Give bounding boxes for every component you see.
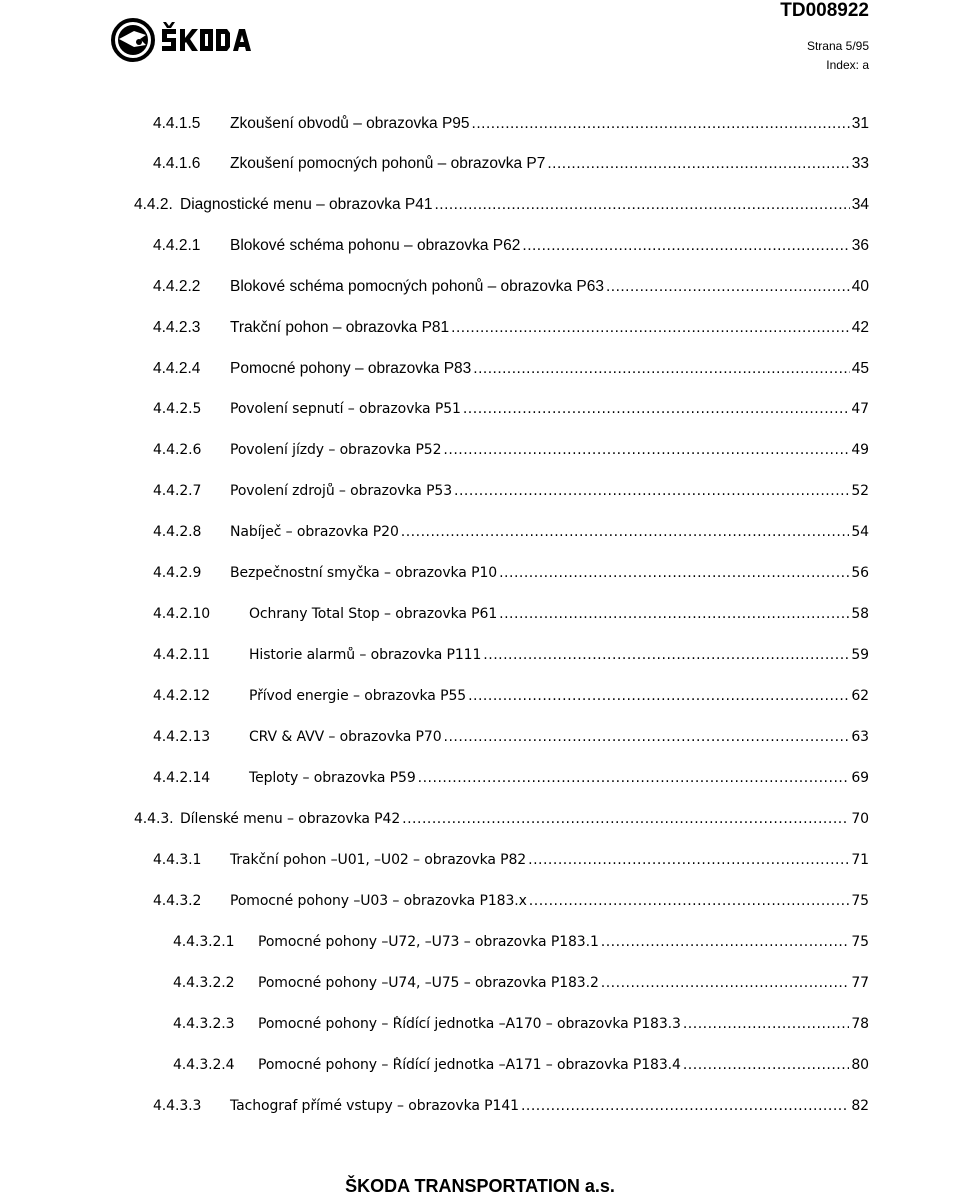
toc-entry-title: Pomocné pohony – Řídící jednotka –A170 – obrazovka P183.3 (258, 1016, 681, 1032)
toc-entry[interactable] (134, 811, 869, 833)
toc-entry[interactable] (153, 401, 869, 423)
toc-entry[interactable] (153, 647, 869, 669)
toc-leader-dots (601, 975, 850, 991)
toc-entry-page: 40 (851, 278, 869, 295)
toc-leader-dots (402, 811, 849, 827)
toc-leader-dots (683, 1057, 850, 1073)
toc-entry-number: 4.4.3.2 (153, 893, 202, 909)
toc-entry-number: 4.4.3.2.1 (173, 934, 235, 950)
toc-leader-dots (401, 524, 850, 540)
toc-leader-dots (444, 729, 850, 745)
toc-entry-number: 4.4.2.14 (153, 770, 211, 786)
toc-entry[interactable] (153, 852, 869, 874)
toc-entry-number: 4.4.3.3 (153, 1098, 202, 1114)
toc-entry-title: Blokové schéma pomocných pohonů – obrazovka P63 (230, 278, 604, 295)
toc-entry-page: 42 (851, 319, 869, 336)
index-label: Index: a (826, 58, 869, 72)
toc-leader-dots (418, 770, 850, 786)
toc-entry-title: Pomocné pohony – Řídící jednotka –A171 – obrazovka P183.4 (258, 1057, 681, 1073)
toc-entry-title: CRV & AVV – obrazovka P70 (249, 729, 442, 745)
toc-entry[interactable] (134, 196, 869, 218)
toc-entry-page: 59 (851, 647, 869, 663)
toc-entry-number: 4.4.2.12 (153, 688, 211, 704)
toc-entry[interactable] (153, 319, 869, 341)
toc-entry-page: 62 (851, 688, 869, 704)
toc-entry-number: 4.4.3. (134, 811, 174, 827)
toc-entry-title: Bezpečnostní smyčka – obrazovka P10 (230, 565, 498, 581)
toc-entry[interactable] (153, 524, 869, 546)
toc-entry-title: Tachograf přímé vstupy – obrazovka P141 (230, 1098, 519, 1114)
toc-entry-title: Teploty – obrazovka P59 (249, 770, 416, 786)
document-id: TD008922 (780, 0, 869, 21)
toc-entry-page: 47 (851, 401, 869, 417)
toc-leader-dots (443, 442, 849, 458)
toc-entry[interactable] (153, 278, 869, 300)
toc-entry[interactable] (153, 155, 869, 177)
toc-entry-number: 4.4.2.1 (153, 237, 201, 254)
toc-entry[interactable] (153, 565, 869, 587)
toc-entry-number: 4.4.2.13 (153, 729, 211, 745)
toc-entry-number: 4.4.2.6 (153, 442, 202, 458)
toc-leader-dots (499, 606, 849, 622)
toc-entry-page: 75 (851, 893, 869, 909)
toc-entry[interactable] (153, 688, 869, 710)
toc-entry-page: 36 (851, 237, 869, 254)
toc-entry[interactable] (153, 606, 869, 628)
toc-entry[interactable] (153, 1098, 869, 1120)
toc-entry-title: Zkoušení pomocných pohonů – obrazovka P7 (230, 155, 546, 172)
toc-entry-title: Trakční pohon – obrazovka P81 (230, 319, 450, 336)
toc-leader-dots (472, 115, 850, 133)
toc-entry[interactable] (153, 237, 869, 259)
toc-entry-number: 4.4.3.2.3 (173, 1016, 235, 1032)
toc-entry-title: Diagnostické menu – obrazovka P41 (180, 196, 433, 213)
toc-entry-page: 75 (851, 934, 869, 950)
toc-entry-page: 54 (851, 524, 869, 540)
toc-entry-page: 78 (851, 1016, 869, 1032)
toc-leader-dots (529, 893, 850, 909)
toc-entry-title: Pomocné pohony – obrazovka P83 (230, 360, 472, 377)
toc-entry-page: 69 (851, 770, 869, 786)
toc-entry-page: 56 (851, 565, 869, 581)
toc-entry[interactable] (153, 729, 869, 751)
toc-entry[interactable] (153, 442, 869, 464)
toc-entry-title: Blokové schéma pohonu – obrazovka P62 (230, 237, 521, 254)
toc-entry-page: 82 (851, 1098, 869, 1114)
toc-leader-dots (434, 196, 849, 214)
toc-entry[interactable] (173, 975, 869, 997)
toc-entry-title: Pomocné pohony –U74, –U75 – obrazovka P183.2 (258, 975, 599, 991)
toc-leader-dots (521, 1098, 849, 1114)
toc-entry-number: 4.4.3.2.2 (173, 975, 235, 991)
toc-entry-title: Povolení jízdy – obrazovka P52 (230, 442, 442, 458)
toc-entry-title: Přívod energie – obrazovka P55 (249, 688, 467, 704)
toc-entry-title: Povolení sepnutí – obrazovka P51 (230, 401, 461, 417)
toc-entry-title: Nabíječ – obrazovka P20 (230, 524, 399, 540)
toc-entry-page: 45 (851, 360, 869, 377)
toc-leader-dots (454, 483, 849, 499)
toc-leader-dots (463, 401, 850, 417)
toc-entry-page: 34 (851, 196, 869, 213)
toc-entry-number: 4.4.2.2 (153, 278, 201, 295)
toc-entry-page: 31 (851, 115, 869, 132)
toc-entry-title: Zkoušení obvodů – obrazovka P95 (230, 115, 470, 132)
toc-entry-number: 4.4.1.6 (153, 155, 201, 172)
toc-entry-title: Trakční pohon –U01, –U02 – obrazovka P82 (230, 852, 527, 868)
toc-entry-number: 4.4.3.2.4 (173, 1057, 235, 1073)
toc-entry-number: 4.4.2.3 (153, 319, 201, 336)
toc-leader-dots (522, 237, 849, 255)
toc-entry-number: 4.4.2.10 (153, 606, 211, 622)
toc-entry-page: 52 (851, 483, 869, 499)
toc-entry[interactable] (153, 770, 869, 792)
toc-entry-number: 4.4.2. (134, 196, 173, 213)
toc-entry-page: 80 (851, 1057, 869, 1073)
toc-leader-dots (468, 688, 849, 704)
toc-entry-number: 4.4.2.8 (153, 524, 202, 540)
toc-entry-page: 71 (851, 852, 869, 868)
toc-entry-title: Pomocné pohony –U72, –U73 – obrazovka P183.1 (258, 934, 599, 950)
toc-entry-number: 4.4.1.5 (153, 115, 201, 132)
toc-entry[interactable] (173, 934, 869, 956)
toc-entry-page: 58 (851, 606, 869, 622)
toc-entry-title: Povolení zdrojů – obrazovka P53 (230, 483, 453, 499)
toc-entry-page: 49 (851, 442, 869, 458)
toc-entry-title: Pomocné pohony –U03 – obrazovka P183.x (230, 893, 527, 909)
toc-entry[interactable] (153, 360, 869, 382)
page-label: Strana 5/95 (806, 39, 869, 53)
toc-leader-dots (683, 1016, 850, 1032)
toc-entry-page: 77 (851, 975, 869, 991)
toc-entry-number: 4.4.2.7 (153, 483, 202, 499)
toc-leader-dots (451, 319, 850, 337)
toc-entry-number: 4.4.2.5 (153, 401, 202, 417)
toc-entry[interactable] (153, 893, 869, 915)
toc-entry-number: 4.4.2.9 (153, 565, 202, 581)
footer-company: ŠKODA TRANSPORTATION a.s. (345, 1176, 615, 1196)
toc-entry[interactable] (153, 115, 869, 137)
toc-entry-title: Historie alarmů – obrazovka P111 (249, 647, 482, 663)
toc-leader-dots (606, 278, 850, 296)
toc-entry-number: 4.4.2.4 (153, 360, 201, 377)
toc-leader-dots (499, 565, 849, 581)
toc-entry-number: 4.4.3.1 (153, 852, 202, 868)
toc-leader-dots (528, 852, 849, 868)
toc-leader-dots (473, 360, 849, 378)
toc-entry[interactable] (173, 1016, 869, 1038)
toc-entry-page: 63 (851, 729, 869, 745)
toc-leader-dots (547, 155, 849, 173)
toc-entry-number: 4.4.2.11 (153, 647, 211, 663)
skoda-logo-icon (110, 17, 252, 63)
toc-entry[interactable] (153, 483, 869, 505)
toc-entry-page: 70 (851, 811, 869, 827)
skoda-logo (110, 17, 252, 63)
toc-entry[interactable] (173, 1057, 869, 1079)
toc-entry-title: Dílenské menu – obrazovka P42 (180, 811, 401, 827)
toc-entry-title: Ochrany Total Stop – obrazovka P61 (249, 606, 498, 622)
toc-leader-dots (601, 934, 850, 950)
toc-entry-page: 33 (851, 155, 869, 172)
toc-leader-dots (483, 647, 849, 663)
